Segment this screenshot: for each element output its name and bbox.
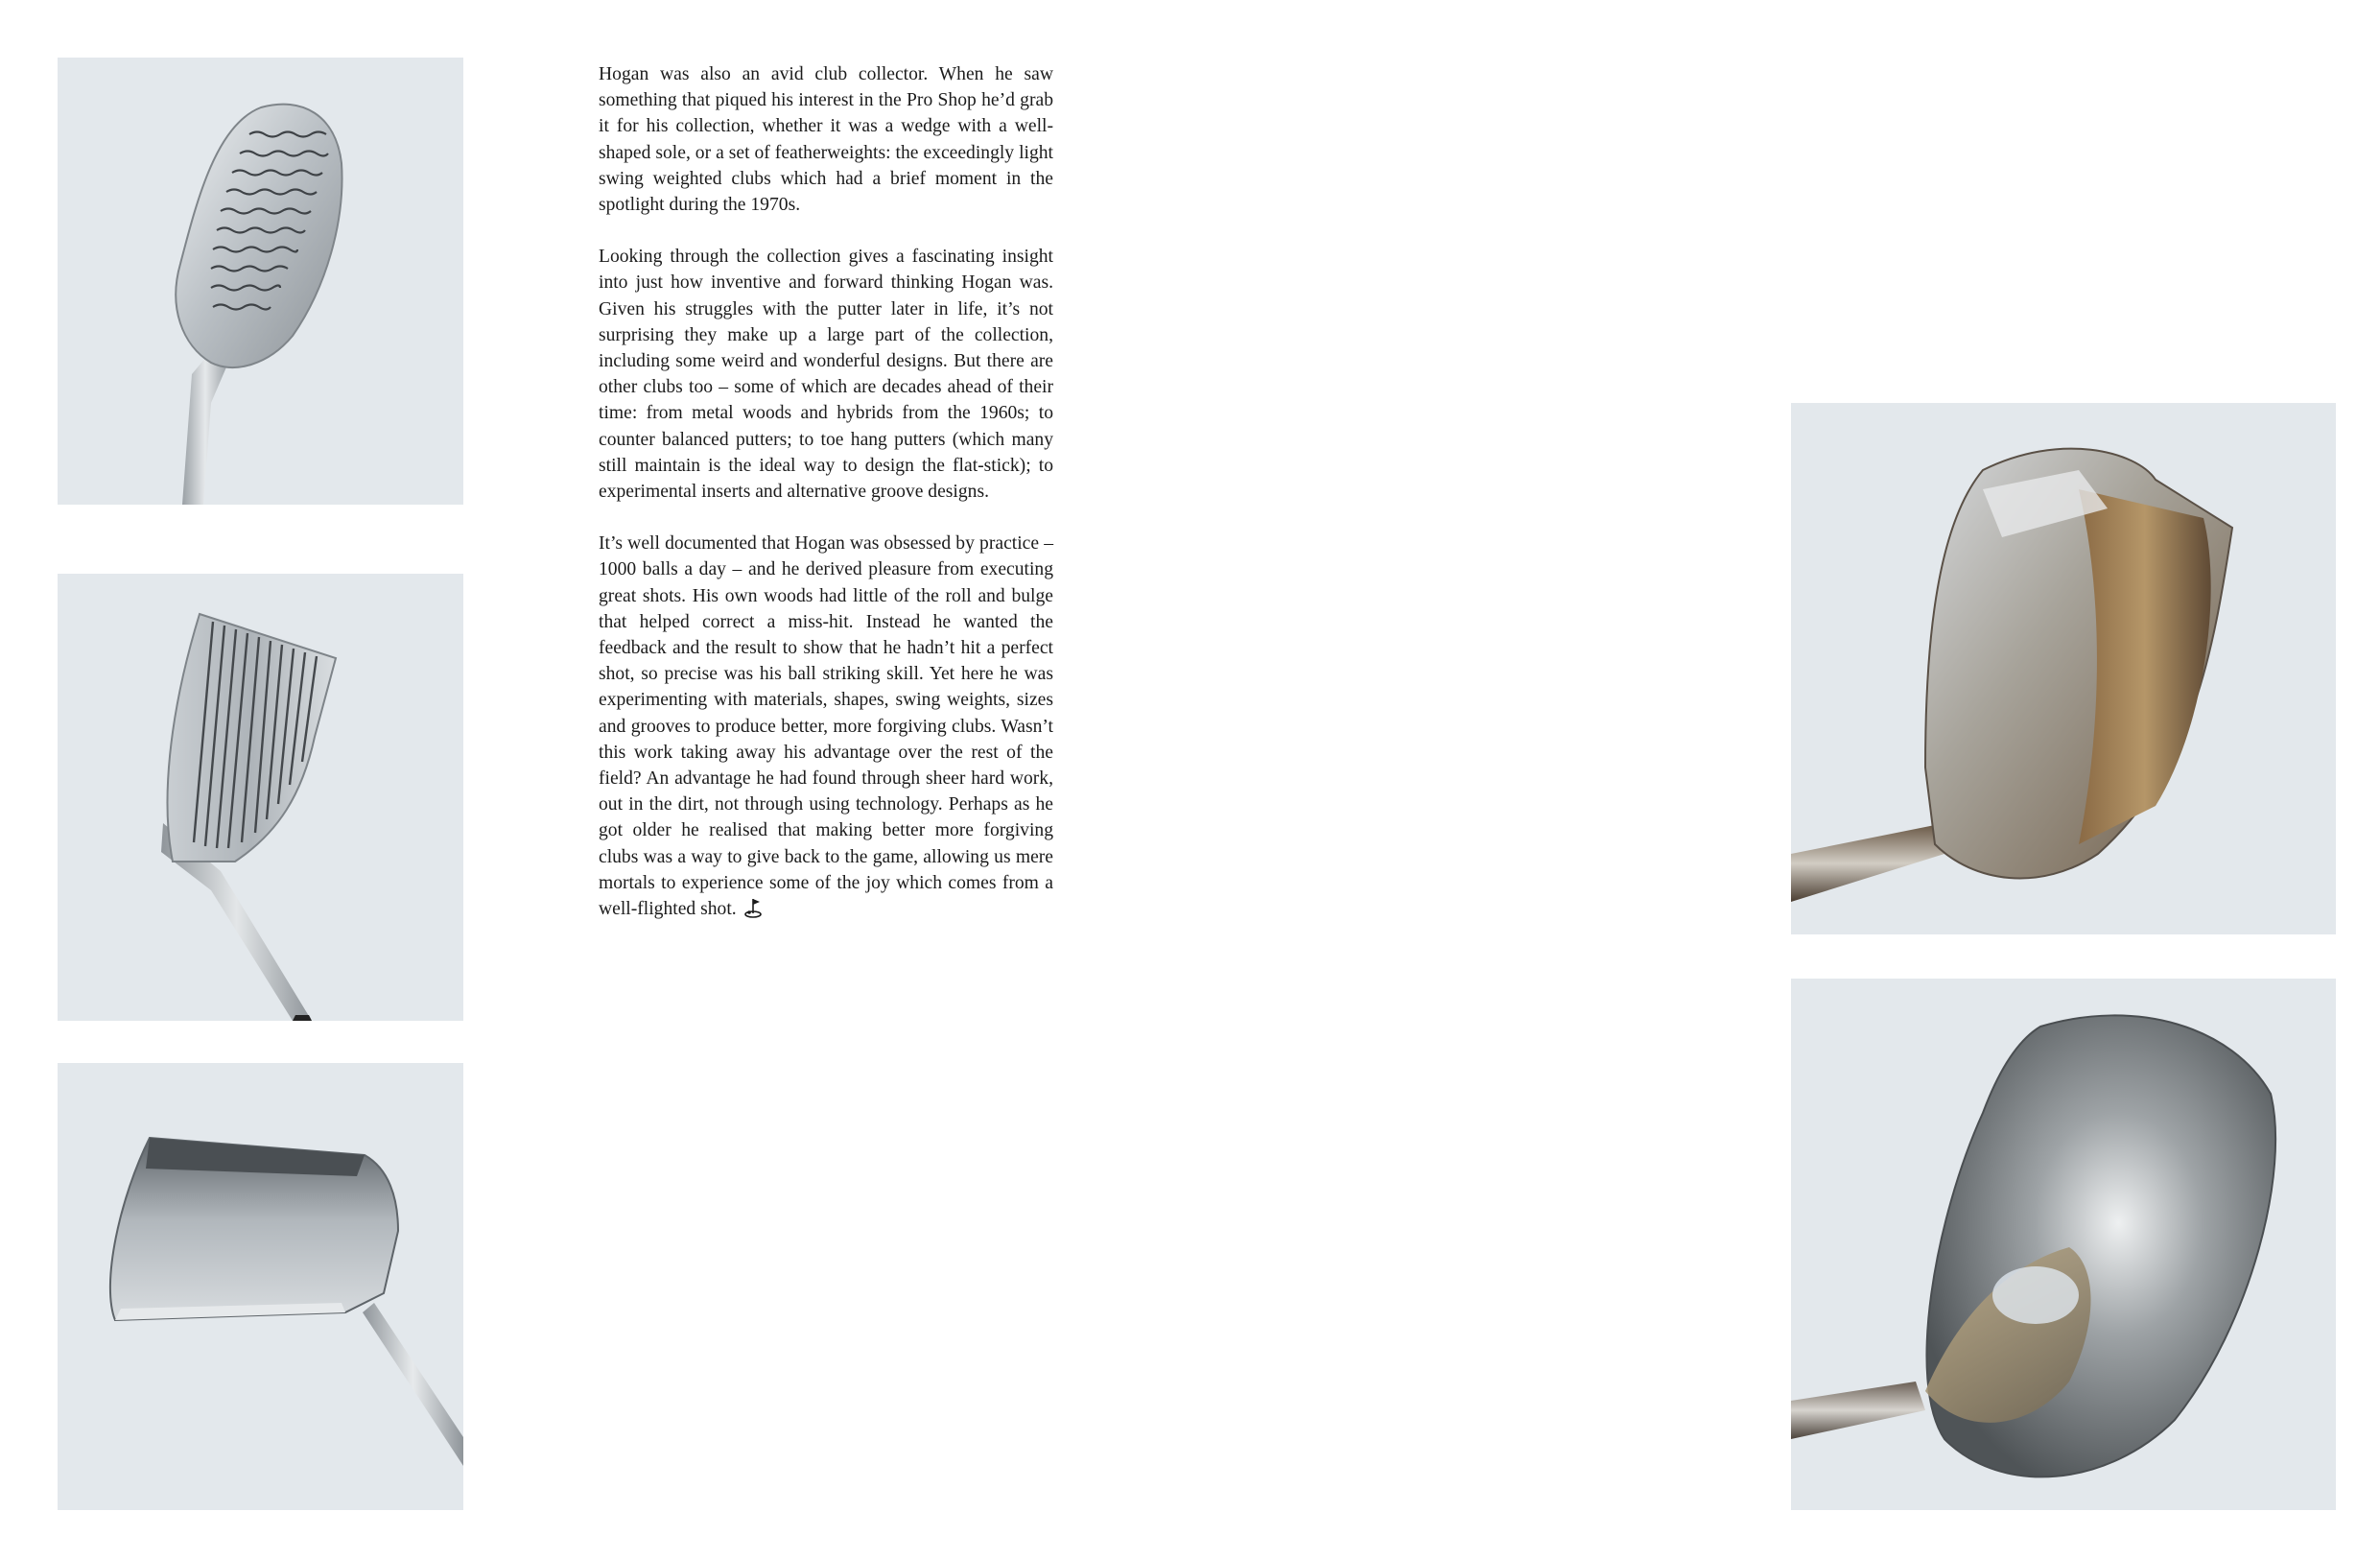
wedge-worn-sole-image [1791, 403, 2336, 934]
wedge-polished-back-image [1791, 979, 2336, 1510]
iron-wavy-grooves-image [58, 58, 463, 505]
article-paragraph-3-text: It’s well documented that Hogan was obsessed by practice – 1000 balls a day – and he derived pleasure from executing great shots. His own woods had little of the roll and bulge that helped correct a miss-hit. Instead he wanted the feedback and the result to show that he hadn’t hit a perfect shot, so precise was his ball striking skill. Yet here he was experimenting with materials, shapes, swing weights, sizes and grooves to produce better, more forgiving clubs. Wasn’t this work taking away his advantage over the rest of the field? An advantage he had found through sheer hard work, out in the dirt, not through using technology. Perhaps as he got older he realised that making better more forgiving clubs was a way to give back to the game, allowing us mere mortals to experience some of the joy which comes from a well-flighted shot. [599, 533, 1053, 920]
iron-sole-view-image [58, 1063, 463, 1510]
iron-vertical-grooves-image [58, 574, 463, 1021]
photo-iron-vertical-grooves [58, 574, 463, 1021]
photo-iron-sole-view [58, 1063, 463, 1510]
article-paragraph-1: Hogan was also an avid club collector. When he saw something that piqued his interest in the Pro Shop he’d grab it for his collection, whether it was a wedge with a well-shaped sole, or a set of featherweights: the exceedingly light swing weighted clubs which had a brief moment in the spotlight during the 1970s. [599, 64, 1053, 216]
article-paragraph-3 [599, 531, 1053, 922]
photo-iron-wavy-grooves [58, 58, 463, 505]
article-paragraph-2: Looking through the collection gives a fascinating insight into just how inventive and forward thinking Hogan was. Given his struggles with the putter later in life, it’s not surprising they make up a large part of the collection, including some weird and wonderful designs. But there are other clubs too – some of which are decades ahead of their time: from metal woods and hybrids from the 1960s; to counter balanced putters; to toe hang putters (which many still maintain is the ideal way to design the flat-stick); to experimental inserts and alternative groove designs. [599, 247, 1053, 503]
photo-wedge-worn-sole [1791, 403, 2336, 934]
golf-flag-icon [742, 897, 764, 918]
photo-wedge-polished-back [1791, 979, 2336, 1510]
article-body [599, 61, 1053, 948]
